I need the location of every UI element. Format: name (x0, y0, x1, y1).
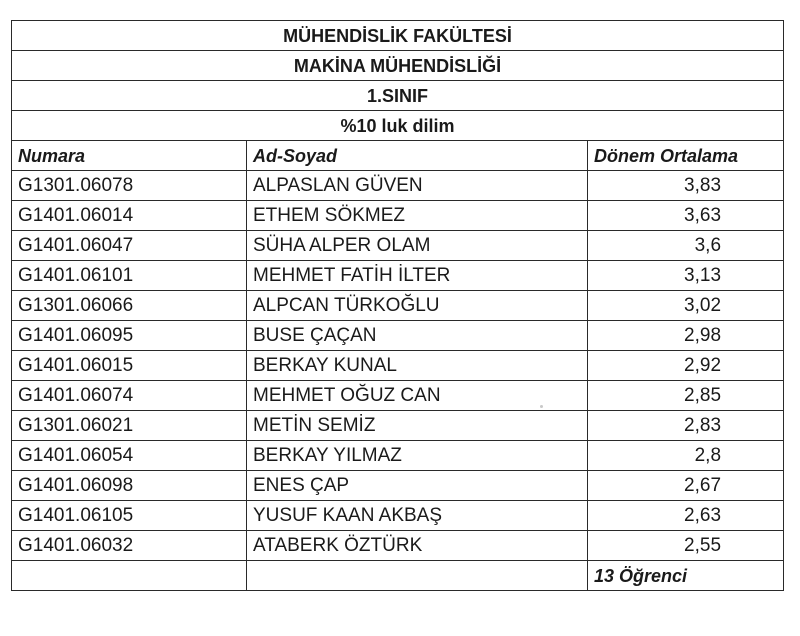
table-row (12, 471, 784, 501)
faculty-row (12, 21, 784, 51)
student-number: G1401.06015 (12, 351, 247, 381)
student-number: G1401.06095 (12, 321, 247, 351)
student-number: G1401.06074 (12, 381, 247, 411)
table-row (12, 441, 784, 471)
student-name: ATABERK ÖZTÜRK (247, 531, 588, 561)
student-gpa: 2,83 (588, 411, 784, 441)
faculty-title: MÜHENDİSLİK FAKÜLTESİ (12, 21, 784, 51)
table-row (12, 411, 784, 441)
student-number: G1301.06078 (12, 171, 247, 201)
student-name: BUSE ÇAÇAN (247, 321, 588, 351)
student-number: G1401.06047 (12, 231, 247, 261)
student-name: BERKAY YILMAZ (247, 441, 588, 471)
footer-row (12, 561, 784, 591)
student-count: 13 Öğrenci (588, 561, 784, 591)
table-row (12, 531, 784, 561)
student-number: G1401.06101 (12, 261, 247, 291)
percentile-title: %10 luk dilim (12, 111, 784, 141)
student-number: G1401.06032 (12, 531, 247, 561)
table-row (12, 291, 784, 321)
column-header-number: Numara (12, 141, 247, 171)
student-gpa: 3,13 (588, 261, 784, 291)
column-header-gpa: Dönem Ortalama (588, 141, 784, 171)
student-ranking-table (11, 20, 784, 591)
student-number: G1301.06021 (12, 411, 247, 441)
class-year-title: 1.SINIF (12, 81, 784, 111)
column-header-name: Ad-Soyad (247, 141, 588, 171)
student-name: MEHMET FATİH İLTER (247, 261, 588, 291)
table-body (12, 21, 784, 591)
student-name: METİN SEMİZ (247, 411, 588, 441)
student-name: MEHMET OĞUZ CAN (247, 381, 588, 411)
class-year-row (12, 81, 784, 111)
student-gpa: 3,02 (588, 291, 784, 321)
table-row (12, 201, 784, 231)
table-row (12, 231, 784, 261)
student-number: G1401.06014 (12, 201, 247, 231)
student-gpa: 2,8 (588, 441, 784, 471)
student-gpa: 2,85 (588, 381, 784, 411)
table-row (12, 171, 784, 201)
student-name: YUSUF KAAN AKBAŞ (247, 501, 588, 531)
student-name: ENES ÇAP (247, 471, 588, 501)
scan-speck (540, 405, 543, 408)
table-row (12, 351, 784, 381)
student-gpa: 3,63 (588, 201, 784, 231)
student-name: BERKAY KUNAL (247, 351, 588, 381)
student-name: ETHEM SÖKMEZ (247, 201, 588, 231)
student-gpa: 3,6 (588, 231, 784, 261)
department-row (12, 51, 784, 81)
column-header-row (12, 141, 784, 171)
footer-empty-cell (247, 561, 588, 591)
student-name: SÜHA ALPER OLAM (247, 231, 588, 261)
student-gpa: 3,83 (588, 171, 784, 201)
student-gpa: 2,63 (588, 501, 784, 531)
student-number: G1401.06054 (12, 441, 247, 471)
student-number: G1401.06105 (12, 501, 247, 531)
student-gpa: 2,98 (588, 321, 784, 351)
student-name: ALPASLAN GÜVEN (247, 171, 588, 201)
percentile-row (12, 111, 784, 141)
table-row (12, 501, 784, 531)
footer-empty-cell (12, 561, 247, 591)
table-row (12, 261, 784, 291)
department-title: MAKİNA MÜHENDİSLİĞİ (12, 51, 784, 81)
student-gpa: 2,55 (588, 531, 784, 561)
student-number: G1401.06098 (12, 471, 247, 501)
student-gpa: 2,67 (588, 471, 784, 501)
student-name: ALPCAN TÜRKOĞLU (247, 291, 588, 321)
student-number: G1301.06066 (12, 291, 247, 321)
student-gpa: 2,92 (588, 351, 784, 381)
table-row (12, 321, 784, 351)
table-row (12, 381, 784, 411)
